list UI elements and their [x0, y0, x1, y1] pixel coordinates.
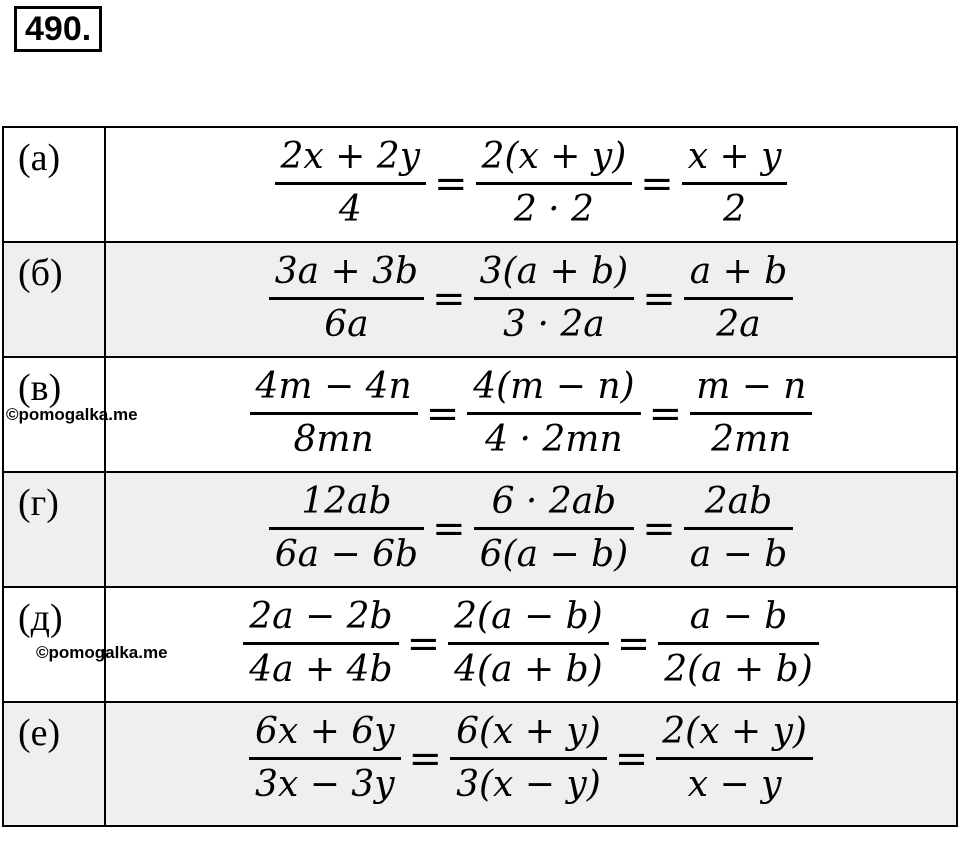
equals-sign: = [648, 390, 683, 437]
row-letter: (д) [18, 597, 63, 639]
equation [269, 128, 794, 239]
denominator: 4 [338, 189, 362, 230]
expression-cell [105, 242, 957, 357]
denominator: 8mn [293, 419, 374, 460]
solution-row [3, 587, 957, 702]
solutions-table [2, 126, 958, 827]
numerator: 2ab [704, 481, 773, 522]
equation [243, 703, 819, 814]
equals-sign: = [425, 390, 460, 437]
row-label-cell [3, 472, 105, 587]
fraction [684, 247, 794, 350]
solution-row [3, 702, 957, 826]
equals-sign: = [432, 275, 466, 322]
denominator: 4(a + b) [454, 649, 603, 690]
denominator: 3(x − y) [456, 764, 601, 805]
equation [237, 588, 825, 699]
denominator: 3 · 2a [503, 304, 605, 345]
denominator: 2mn [711, 419, 792, 460]
fraction [690, 362, 812, 465]
row-label-cell [3, 242, 105, 357]
fraction [450, 707, 607, 810]
denominator: x − y [687, 764, 782, 805]
denominator: 3x − 3y [255, 764, 395, 805]
row-label-cell [3, 127, 105, 242]
fraction [250, 362, 418, 465]
watermark: ©pomogalka.me [6, 405, 138, 424]
row-label-cell [3, 702, 105, 826]
equation [263, 243, 800, 354]
row-letter: (е) [18, 712, 61, 754]
numerator: a − b [689, 596, 788, 637]
denominator: 6(a − b) [479, 534, 629, 575]
equation [244, 358, 819, 469]
solution-row [3, 242, 957, 357]
equals-sign: = [642, 275, 676, 322]
numerator: 4(m − n) [473, 366, 635, 407]
denominator: 6a [324, 304, 369, 345]
solution-row [3, 472, 957, 587]
fraction [467, 362, 640, 465]
numerator: 6 · 2ab [491, 481, 617, 522]
denominator: a − b [689, 534, 788, 575]
fraction [684, 477, 794, 580]
fraction [269, 247, 424, 350]
equals-sign: = [616, 620, 651, 667]
expression-cell [105, 702, 957, 826]
equals-sign: = [406, 620, 441, 667]
equation [263, 473, 800, 584]
numerator: 2(x + y) [662, 711, 807, 752]
fraction [658, 592, 819, 695]
numerator: 2x + 2y [280, 136, 421, 177]
denominator: 2(a + b) [664, 649, 813, 690]
row-letter: (в) [18, 367, 62, 409]
numerator: 12ab [301, 481, 392, 522]
numerator: 2(a − b) [454, 596, 603, 637]
fraction [448, 592, 609, 695]
expression-cell [105, 587, 957, 702]
fraction [269, 477, 424, 580]
watermark: ©pomogalka.me [36, 643, 168, 662]
equals-sign: = [432, 505, 466, 552]
denominator: 4 · 2mn [485, 419, 623, 460]
row-letter: (б) [18, 252, 63, 294]
fraction [275, 132, 427, 235]
expression-cell [105, 472, 957, 587]
equals-sign: = [614, 735, 649, 782]
numerator: 6x + 6y [255, 711, 395, 752]
denominator: 4a + 4b [249, 649, 393, 690]
numerator: a + b [689, 251, 788, 292]
row-letter: (а) [18, 137, 61, 179]
numerator: 2a − 2b [249, 596, 393, 637]
numerator: x + y [687, 136, 782, 177]
numerator: m − n [696, 366, 807, 407]
expression-cell [105, 357, 957, 472]
numerator: 2(x + y) [481, 136, 627, 177]
numerator: 4m − 4n [255, 366, 412, 407]
solution-row [3, 357, 957, 472]
denominator: 2 · 2 [513, 189, 594, 230]
equals-sign: = [408, 735, 443, 782]
row-letter: (г) [18, 482, 59, 524]
numerator: 6(x + y) [456, 711, 601, 752]
solution-row [3, 127, 957, 242]
fraction [243, 592, 398, 695]
expression-cell [105, 127, 957, 242]
denominator: 6a − 6b [274, 534, 419, 575]
problem-number: 490. [14, 6, 102, 52]
denominator: 2a [716, 304, 761, 345]
fraction [249, 707, 401, 810]
denominator: 2 [723, 189, 747, 230]
fraction [476, 132, 633, 235]
numerator: 3(a + b) [479, 251, 629, 292]
equals-sign: = [640, 160, 674, 207]
fraction [474, 477, 635, 580]
row-label-cell [3, 357, 138, 472]
equals-sign: = [642, 505, 676, 552]
row-label-cell [3, 587, 168, 702]
fraction [682, 132, 788, 235]
numerator: 3a + 3b [274, 251, 419, 292]
fraction [474, 247, 635, 350]
equals-sign: = [434, 160, 468, 207]
fraction [656, 707, 813, 810]
